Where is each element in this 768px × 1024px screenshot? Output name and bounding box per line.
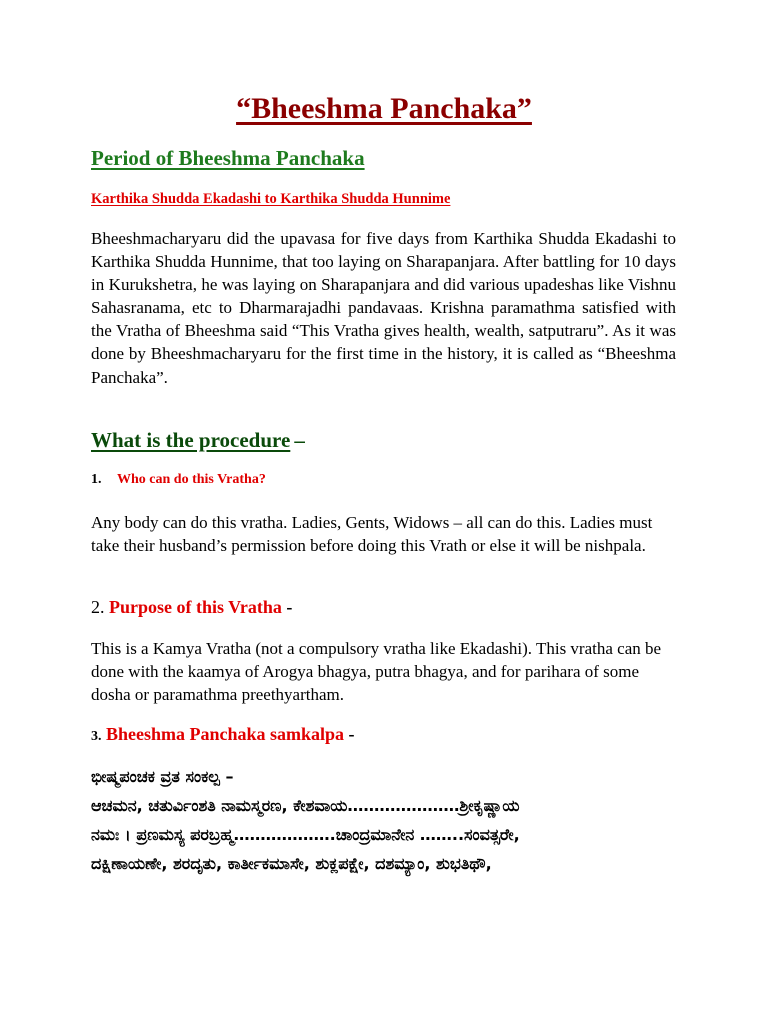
section-1-title: Who can do this Vratha?: [117, 472, 266, 487]
section-2-suffix: -: [286, 597, 293, 617]
section-1-heading: [91, 472, 676, 488]
page-title: “Bheeshma Panchaka”: [236, 92, 532, 125]
section-1-text: Any body can do this vratha. Ladies, Gents, Widows – all can do this. Ladies must take their husband’s permission before doing this Vrath or else it will be nishpala.: [91, 513, 653, 556]
samkalpa-block: [91, 762, 676, 878]
section-3-title: Bheeshma Panchaka samkalpa: [106, 724, 345, 744]
section-3-suffix: -: [348, 724, 355, 744]
procedure-heading-dash: –: [294, 428, 305, 452]
section-3-heading: [91, 724, 676, 745]
procedure-heading: [91, 428, 676, 453]
samkalpa-line-3: ದಕ್ಷಿಣಾಯಣೇ, ಶರದೃತು, ಕಾರ್ತೀಕಮಾಸೇ, ಶುಕ್ಲಪಕ್ಷೇ, ದಶಮ್ಯಾಂ, ಶುಭತಿಥೌ,: [91, 854, 492, 873]
period-heading: Period of Bheeshma Panchaka: [91, 146, 365, 170]
period-subheading: Karthika Shudda Ekadashi to Karthika Shudda Hunnime: [91, 191, 451, 207]
period-paragraph: Bheeshmacharyaru did the upavasa for five days from Karthika Shudda Ekadashi to Karthika Shudda Hunnime, that too laying on Sharapanjara. After battling for 10 days in Kurukshetra, he was laying on Sharapanjara and did various upadeshas like Vishnu Sahasranama, etc to Dharmarajadhi pandavaas. Krishna paramathma satisfied with the Vratha of Bheeshma said “This Vratha gives health, wealth, satputraru”. As it was done by Bheeshmacharyaru for the first time in the history, it is called as “Bheeshma Panchaka”.: [91, 229, 676, 387]
section-1-number: 1.: [91, 472, 102, 487]
section-2-title: Purpose of this Vratha: [109, 597, 282, 617]
procedure-heading-text: What is the procedure: [91, 428, 291, 452]
samkalpa-title: ಭೀಷ್ಮಪಂಚಕ ವ್ರತ ಸಂಕಲ್ಪ –: [91, 767, 234, 786]
section-2-number: 2.: [91, 597, 105, 617]
samkalpa-line-1: ಆಚಮನ, ಚತುರ್ವಿಂಶತಿ ನಾಮಸ್ಮರಣ, ಕೇಶವಾಯ…………………ಶ್ರೀಕೃಷ್ಣಾಯ: [91, 796, 520, 815]
section-2-heading: [91, 597, 676, 618]
samkalpa-line-2: ನಮಃ । ಪ್ರಣಮಸ್ಯ ಪರಬ್ರಹ್ಮ……………….ಚಾಂದ್ರಮಾನೇನ ……..ಸಂವತ್ಸರೇ,: [91, 825, 520, 844]
section-3-number: 3.: [91, 729, 102, 744]
section-2-text: This is a Kamya Vratha (not a compulsory vratha like Ekadashi). This vratha can be done with the kaamya of Arogya bhagya, putra bhagya, and for parihara of some dosha or paramathma preethyartham.: [91, 639, 662, 705]
